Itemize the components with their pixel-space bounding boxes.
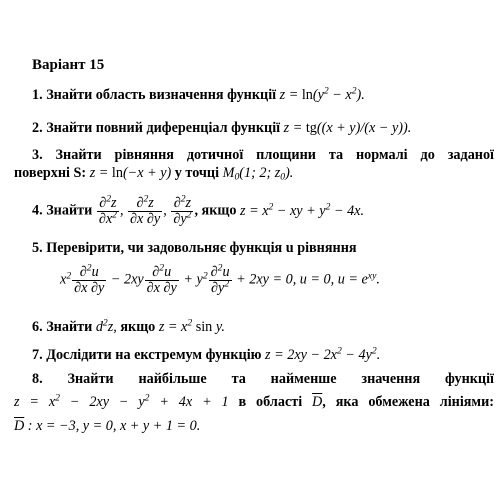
task-8-line-2 — [14, 392, 494, 410]
task-5-text: 5. Перевірити, чи задовольняє функція u рівняння — [32, 240, 357, 256]
task-3-formula: z = ln(−x + y) — [89, 165, 172, 181]
task-7 — [32, 345, 381, 363]
task-7-text: 7. Дослідити на екстремум функцію — [32, 347, 262, 363]
task-3-surface-label: поверхні S: — [14, 165, 87, 181]
task-4-text: 4. Знайти — [32, 202, 93, 219]
variant-title: Варіант 15 — [32, 57, 105, 73]
task-6-text: 6. Знайти — [32, 319, 93, 335]
task-8-tail: , яка обмежена лініями: — [322, 394, 494, 410]
task-2-text: 2. Знайти повний диференціал функції — [32, 120, 281, 136]
task-1-formula: $z = \ln(y^2 - x^2)$. — [279, 85, 365, 103]
task-6-formula: $d^2z$, — [95, 317, 117, 335]
task-4-frac-yy: $\frac{\partial^2z}{\partial y^2}$ — [173, 193, 192, 227]
task-3-at-point: у точці — [174, 165, 220, 181]
task-1-text: 1. Знайти область визначення функції — [32, 87, 277, 103]
task-6-formula-2: $z = x^2$ sin y. — [158, 317, 225, 335]
task-2-formula: z = tg((x + y)/(x − y)). — [283, 120, 412, 136]
task-4-function: $z = x^2$ − xy + $y^2 - 4x$. — [240, 201, 365, 219]
task-4-frac-xy: $\frac{\partial^2z}{\partial x \partial y}$ — [130, 193, 161, 227]
task-3-line-1: 3. Знайти рівняння дотичної площини та нормалі до заданої — [32, 147, 494, 163]
task-8-line-3: $\overline{D}$ : x = −3, y = 0, x + y + 1 = 0. — [14, 418, 201, 434]
task-7-formula: $z = 2xy - 2x^2 - 4y^2$. — [265, 345, 381, 363]
task-8-domain: $\overline{D}$ — [312, 394, 323, 410]
task-2 — [32, 121, 411, 135]
task-5-equation: $x^2$ $\frac{\partial^2u}{\partial x \partial y}$ − 2xy $\frac{\partial^2u}{\partial x \partial y}$ + $y^2$ $\frac{\partial^2u}{\partial y^2}$ + 2xy = 0, u = 0, $u = e^{xy}$. — [60, 262, 380, 296]
task-6-cond: якщо — [120, 319, 156, 335]
task-6 — [32, 317, 225, 335]
task-3-line-2 — [14, 165, 294, 183]
task-8-region: в області — [238, 394, 303, 410]
task-4: 4. Знайти $\frac{\partial^2z}{\partial x^2}$ , $\frac{\partial^2z}{\partial x \partial y}$ , $\frac{\partial^2z}{\partial y^2}$ , якщо $z = x^2$ − xy + $y^2 - 4x$. — [32, 193, 365, 227]
task-8-line-1: 8. Знайти найбільше та найменше значення функції — [32, 371, 494, 387]
task-8-formula: $z = x^2 - 2xy - y^2 + 4x + 1$ — [14, 392, 229, 410]
task-3-point: $M_0(1$; 2; $z_0$). — [222, 165, 294, 183]
task-1 — [32, 85, 365, 103]
task-4-frac-xx: $\frac{\partial^2z}{\partial x^2}$ — [98, 193, 117, 227]
